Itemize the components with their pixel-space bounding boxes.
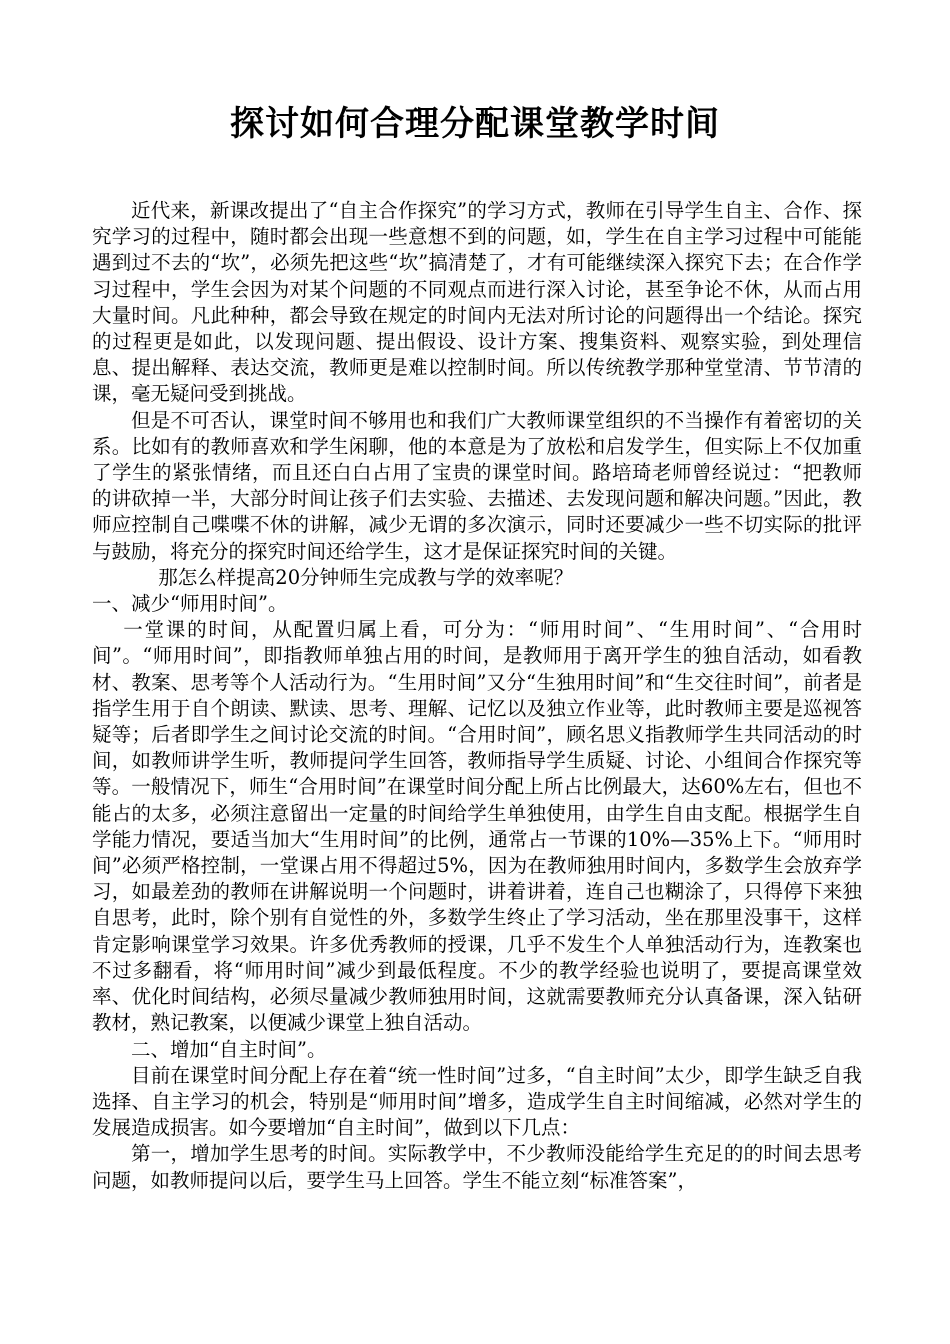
paragraph-question: 那怎么样提高20分钟师生完成教与学的效率呢？ (158, 565, 574, 589)
paragraph-section-1: 一堂课的时间，从配置归属上看，可分为：“师用时间”、“生用时间”、“合用时间”。“师用时间”，即指教师单独占用的时间，是教师用于离开学生的独自活动，如看教材、教案、思考等个人活动行为。“生用时间”又分“生独用时间”和“生交往时间”，前者是指学生用于自个朗读、默读、思考、理解、记忆以及独立作业等，此时教师主要是巡视答疑等；后者即学生之间讨论交流的时间。“合用时间”，顾名思义指教师学生共同活动的时间，如教师讲学生听，教师提问学生回答，教师指导学生质疑、讨论、小组间合作探究等等。一般情况下，师生“合用时间”在课堂时间分配上所占比例最大，达60%左右，但也不能占的太多，必须注意留出一定量的时间给学生单独使用，由学生自由支配。根据学生自学能力情况，要适当加大“生用时间”的比例，通常占一节课的10%—35%上下。“师用时间”必须严格控制，一堂课占用不得超过5%，因为在教师独用时间内，多数学生会放弃学习，如最差劲的教师在讲解说明一个问题时，讲着讲着，连自己也糊涂了，只得停下来独自思考，此时，除个别有自觉性的外，多数学生终止了学习活动，坐在那里没事干，这样肯定影响课堂学习效果。许多优秀教师的授课，几乎不发生个人单独活动行为，连教案也不过多翻看，将“师用时间”减少到最低程度。不少的教学经验也说明了，要提高课堂效率、优化时间结构，必须尽量减少教师独用时间，这就需要教师充分认真备课，深入钻研教材，熟记教案，以便减少课堂上独自活动。 (92, 618, 862, 1035)
paragraph-first-point: 第一，增加学生思考的时间。实际教学中，不少教师没能给学生充足的的时间去思考问题，如教师提问以后，要学生马上回答。学生不能立刻“标准答案”， (92, 1142, 862, 1192)
section-heading-1: 一、减少“师用时间”。 (92, 592, 288, 616)
document-title: 探讨如何合理分配课堂教学时间 (230, 104, 720, 144)
section-heading-2: 二、增加“自主时间”。 (131, 1037, 327, 1061)
paragraph-section-2: 目前在课堂时间分配上存在着“统一性时间”过多，“自主时间”太少，即学生缺乏自我选择、自主学习的机会，特别是“师用时间”增多，造成学生自主时间缩减，必然对学生的发展造成损害。如今要增加“自主时间”，做到以下几点： (92, 1063, 862, 1140)
paragraph-however: 但是不可否认，课堂时间不够用也和我们广大教师课堂组织的不当操作有着密切的关系。比如有的教师喜欢和学生闲聊，他的本意是为了放松和启发学生，但实际上不仅加重了学生的紧张情绪，而且还白白占用了宝贵的课堂时间。路培琦老师曾经说过：“把教师的讲砍掉一半，大部分时间让孩子们去实验、去描述、去发现问题和解决问题。”因此，教师应控制自己喋喋不休的讲解，减少无谓的多次演示，同时还要减少一些不切实际的批评与鼓励，将充分的探究时间还给学生，这才是保证探究时间的关键。 (92, 408, 862, 563)
document-body (92, 198, 862, 1194)
paragraph-intro: 近代来，新课改提出了“自主合作探究”的学习方式，教师在引导学生自主、合作、探究学习的过程中，随时都会出现一些意想不到的问题，如，学生在自主学习过程中可能能遇到过不去的“坎”，必须先把这些“坎”搞清楚了，才有可能继续深入探究下去；在合作学习过程中，学生会因为对某个问题的不同观点而进行深入讨论，甚至争论不休，从而占用大量时间。凡此种种，都会导致在规定的时间内无法对所讨论的问题得出一个结论。探究的过程更是如此，以发现问题、提出假设、设计方案、搜集资料、观察实验，到处理信息、提出解释、表达交流，教师更是难以控制时间。所以传统教学那种堂堂清、节节清的课，毫无疑问受到挑战。 (92, 199, 862, 406)
